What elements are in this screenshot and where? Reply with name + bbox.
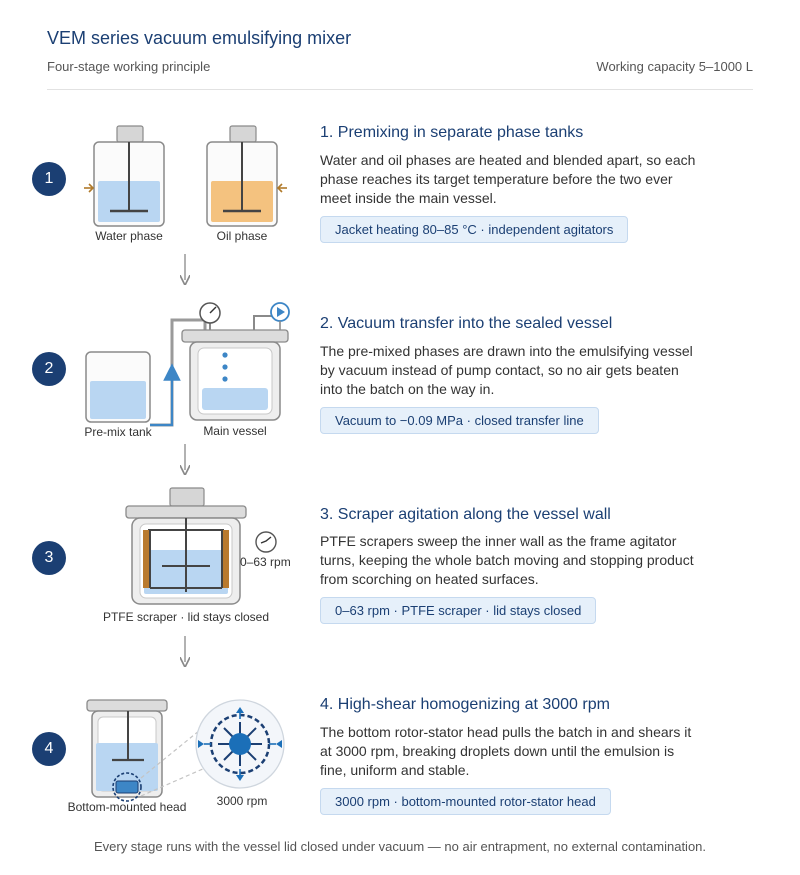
footer-note: Every stage runs with the vessel lid closed under vacuum — no air entrapment, no external contamination. <box>93 839 707 854</box>
main-vessel-label: Main vessel <box>203 424 267 438</box>
stage-2-description: The pre-mixed phases are drawn into the emulsifying vessel by vacuum instead of pump contact, so no air gets beaten into the batch on the way in. <box>320 343 693 397</box>
rotation-icon <box>256 532 276 552</box>
zoom-leader-top <box>141 726 205 778</box>
page-subtitle: Four-stage working principle <box>47 59 211 74</box>
stage-4-description: The bottom rotor-stator head pulls the batch in and shears it at 3000 rpm, breaking droplets down until the emulsion is fine, uniform and stable. <box>320 724 692 778</box>
water-phase-tank <box>94 126 164 226</box>
stage-3-description: PTFE scrapers sweep the inner wall as the frame agitator turns, keeping the whole batch moving and stopping product from scorching on heated surfaces. <box>320 533 694 587</box>
vacuum-pump-icon <box>254 303 289 330</box>
premix-tank-label: Pre-mix tank <box>84 425 152 439</box>
left-ptfe-scraper <box>143 530 149 588</box>
water-phase-label: Water phase <box>95 229 163 243</box>
homogenizer-speed-label: 3000 rpm <box>216 794 268 808</box>
rotor-stator-detail <box>196 700 284 788</box>
stage-2-badge: 2 <box>32 352 66 386</box>
premix-tank <box>86 352 150 422</box>
stage-1-illustration <box>84 126 287 243</box>
zoom-leader-bottom <box>141 768 205 796</box>
oil-phase-label: Oil phase <box>216 229 268 243</box>
main-vessel <box>182 330 288 420</box>
motor-housing <box>170 488 204 506</box>
header-divider <box>47 89 753 90</box>
stage-1-badge: 1 <box>32 162 66 196</box>
water-heater-arrow <box>84 184 93 192</box>
bottom-head-label: Bottom-mounted head <box>67 800 187 814</box>
stage-4-tag: 3000 rpm · bottom-mounted rotor-stator head <box>320 788 611 815</box>
scraper-vessel <box>132 518 240 604</box>
capacity-label: Working capacity 5–1000 L <box>596 59 753 74</box>
stage-1-tag: Jacket heating 80–85 °C · independent agitators <box>320 216 628 243</box>
right-ptfe-scraper <box>223 530 229 588</box>
homogenizer-vessel <box>87 700 167 797</box>
vacuum-gauge-icon <box>200 303 220 332</box>
scraper-caption: PTFE scraper · lid stays closed <box>102 610 270 624</box>
stage-3-title: 3. Scraper agitation along the vessel wall <box>320 506 611 523</box>
stage-1-title: 1. Premixing in separate phase tanks <box>320 124 584 141</box>
stage-4-title: 4. High-shear homogenizing at 3000 rpm <box>320 696 610 713</box>
vacuum-pipe <box>150 320 205 425</box>
page-title: VEM series vacuum emulsifying mixer <box>47 28 352 48</box>
bottom-rotor-stator-head <box>113 773 141 801</box>
transfer-flow-arrow <box>150 372 172 425</box>
stage-3-tag: 0–63 rpm · PTFE scraper · lid stays closed <box>320 597 596 624</box>
stage-3-illustration <box>103 488 291 624</box>
stage-2-illustration <box>84 303 289 439</box>
stage-2-tag: Vacuum to −0.09 MPa · closed transfer line <box>320 407 599 434</box>
stage-3-badge: 3 <box>32 541 66 575</box>
oil-heater-arrow <box>278 184 287 192</box>
stage-1-description: Water and oil phases are heated and blended apart, so each phase reaches its target temperature before the two ever meet inside the main vessel. <box>320 152 696 206</box>
stage-4-illustration <box>68 700 284 814</box>
stage-2-title: 2. Vacuum transfer into the sealed vessel <box>320 315 613 332</box>
vessel-lid <box>126 506 246 518</box>
stage-4-badge: 4 <box>32 732 66 766</box>
oil-phase-tank <box>207 126 277 226</box>
scraper-speed-label: 0–63 rpm <box>240 555 291 569</box>
